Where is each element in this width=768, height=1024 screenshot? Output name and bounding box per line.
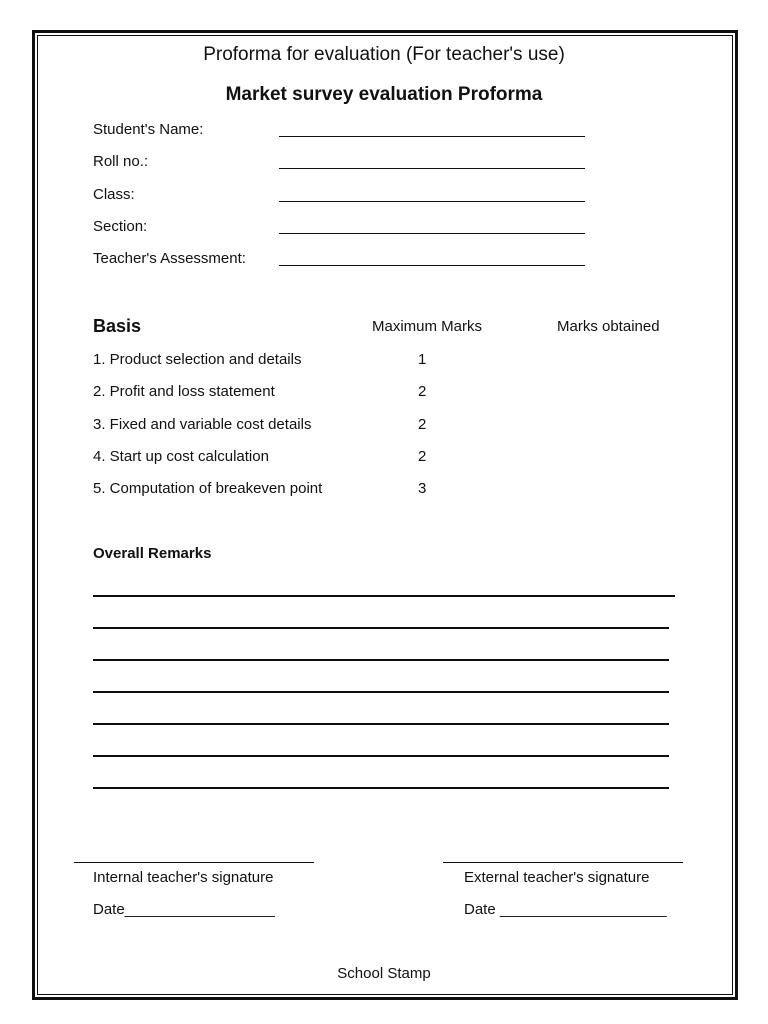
- remarks-line[interactable]: [93, 787, 669, 789]
- basis-row-label: 1. Product selection and details: [93, 351, 302, 368]
- remarks-line[interactable]: [93, 723, 669, 725]
- basis-row-label: 2. Profit and loss statement: [93, 383, 275, 400]
- section-label: Section:: [93, 218, 148, 235]
- basis-row-label: 4. Start up cost calculation: [93, 448, 269, 465]
- internal-signature-line[interactable]: [74, 862, 314, 863]
- external-signature-line[interactable]: [443, 862, 683, 863]
- remarks-line[interactable]: [93, 659, 669, 661]
- external-signature-label: External teacher's signature: [464, 869, 650, 886]
- class-field[interactable]: [279, 201, 585, 202]
- teacher-assessment-label: Teacher's Assessment:: [93, 250, 246, 267]
- roll-no-field[interactable]: [279, 168, 585, 169]
- school-stamp-label: School Stamp: [337, 965, 431, 982]
- internal-signature-label: Internal teacher's signature: [93, 869, 274, 886]
- remarks-line[interactable]: [93, 627, 669, 629]
- class-label: Class:: [93, 186, 135, 203]
- maximum-marks-heading: Maximum Marks: [372, 318, 483, 335]
- basis-row-max-marks: 2: [418, 448, 427, 465]
- form-subtitle: Market survey evaluation Proforma: [225, 84, 543, 105]
- page-border-inner: [37, 35, 733, 995]
- remarks-line[interactable]: [93, 755, 669, 757]
- page-title: Proforma for evaluation (For teacher's use): [203, 44, 565, 65]
- remarks-line[interactable]: [93, 691, 669, 693]
- roll-no-label: Roll no.:: [93, 153, 149, 170]
- overall-remarks-heading: Overall Remarks: [93, 545, 212, 562]
- basis-heading: Basis: [93, 316, 142, 336]
- basis-row-max-marks: 2: [418, 383, 427, 400]
- teacher-assessment-field[interactable]: [279, 265, 585, 266]
- basis-row-label: 3. Fixed and variable cost details: [93, 416, 312, 433]
- internal-date-field[interactable]: Date__________________: [93, 901, 275, 918]
- basis-row-max-marks: 2: [418, 416, 427, 433]
- student-name-label: Student's Name:: [93, 121, 204, 138]
- remarks-line[interactable]: [93, 595, 675, 597]
- basis-row-max-marks: 1: [418, 351, 427, 368]
- external-date-field[interactable]: Date ____________________: [464, 901, 667, 918]
- student-name-field[interactable]: [279, 136, 585, 137]
- basis-row-label: 5. Computation of breakeven point: [93, 480, 323, 497]
- marks-obtained-heading: Marks obtained: [557, 318, 660, 335]
- basis-row-max-marks: 3: [418, 480, 427, 497]
- section-field[interactable]: [279, 233, 585, 234]
